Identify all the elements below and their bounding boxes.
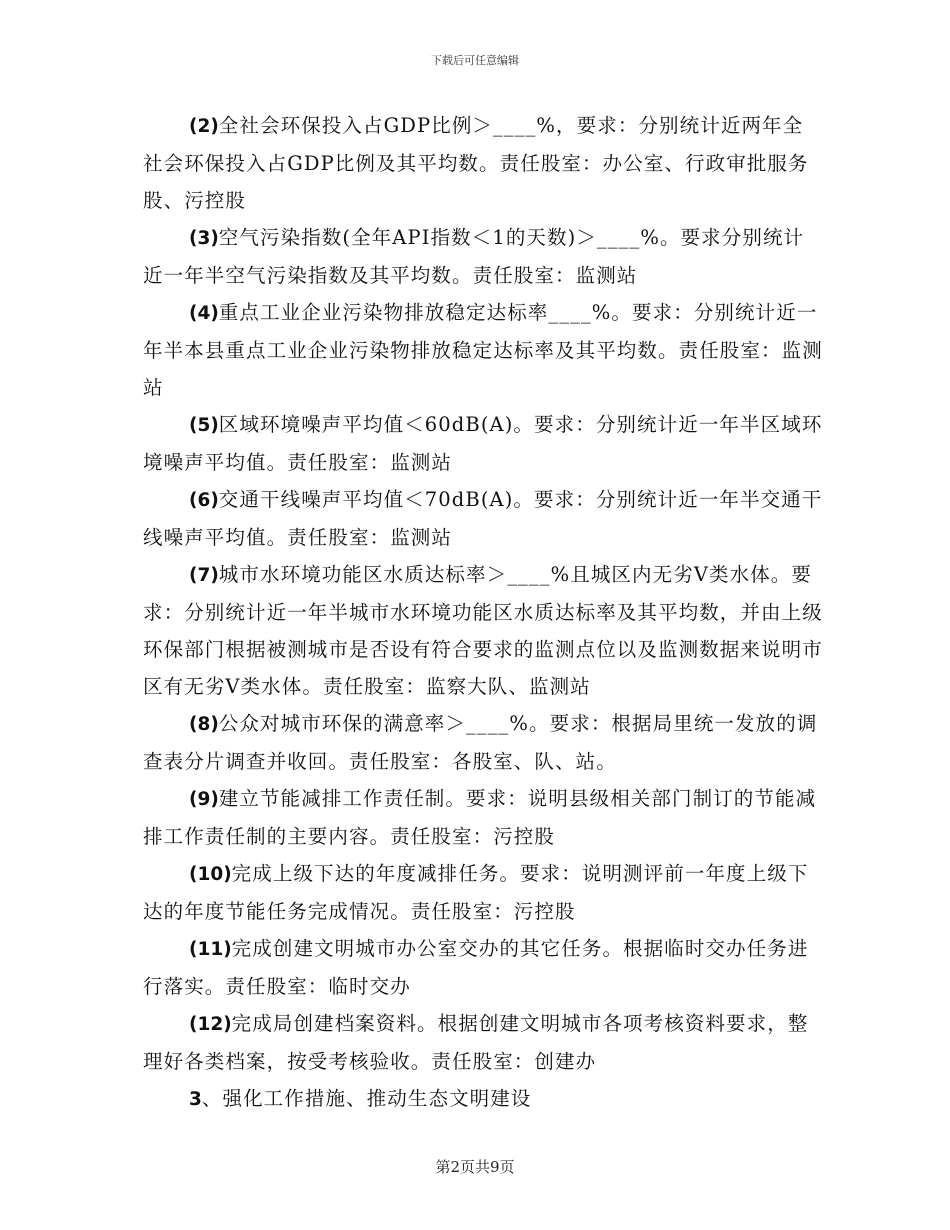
list-item-10 [143,855,823,930]
list-item-12 [143,1005,823,1080]
item-number: (9) [189,789,219,810]
list-item-2 [143,107,823,219]
item-text: 公众对城市环保的满意率＞____%。要求：根据局里统一发放的调查表分片调查并收回。责任股室：各股室、队、站。 [143,712,818,773]
item-text: 建立节能减排工作责任制。要求：说明县级相关部门制订的节能减排工作责任制的主要内容。责任股室：污控股 [143,787,817,848]
item-text: 重点工业企业污染物排放稳定达标率____%。要求：分别统计近一年半本县重点工业企业污染物排放稳定达标率及其平均数。责任股室：监测站 [143,301,823,399]
item-text: 完成上级下达的年度减排任务。要求：说明测评前一年度上级下达的年度节能任务完成情况。责任股室：污控股 [143,862,809,923]
item-number: (8) [189,714,219,735]
section-heading [143,1080,823,1118]
item-number: (10) [189,864,232,885]
list-item-8 [143,705,823,780]
item-number: (7) [189,565,219,586]
item-text: 完成创建文明城市办公室交办的其它任务。根据临时交办任务进行落实。责任股室：临时交办 [143,937,809,998]
item-text: 城市水环境功能区水质达标率＞____%且城区内无劣Ⅴ类水体。要求：分别统计近一年半城市水环境功能区水质达标率及其平均数，并由上级环保部门根据被测城市是否设有符合要求的监测点位以及监测数据来说明市区有无劣Ⅴ类水体。责任股室：监察大队、监测站 [143,563,823,698]
item-text: 全社会环保投入占GDP比例＞____%，要求：分别统计近两年全社会环保投入占GDP比例及其平均数。责任股室：办公室、行政审批服务股、污控股 [143,114,809,212]
section-number: 3 [189,1089,202,1110]
list-item-7 [143,556,823,705]
list-item-5 [143,406,823,481]
item-number: (4) [189,303,219,324]
item-number: (6) [189,490,219,511]
page-number: 第2页共9页 [435,1158,515,1176]
item-number: (5) [189,415,219,436]
item-text: 区域环境噪声平均值＜60dB(A)。要求：分别统计近一年半区域环境噪声平均值。责任股室：监测站 [143,413,823,474]
item-number: (2) [189,116,219,137]
list-item-6 [143,481,823,556]
item-number: (3) [189,228,219,249]
item-text: 交通干线噪声平均值＜70dB(A)。要求：分别统计近一年半交通干线噪声平均值。责任股室：监测站 [143,488,823,549]
item-number: (12) [189,1014,232,1035]
item-text: 空气污染指数(全年API指数＜1的天数)＞____%。要求分别统计近一年半空气污染指数及其平均数。责任股室：监测站 [143,226,805,287]
item-text: 完成局创建档案资料。根据创建文明城市各项考核资料要求，整理好各类档案，按受考核验收。责任股室：创建办 [143,1012,809,1073]
list-item-11 [143,930,823,1005]
item-number: (11) [189,939,232,960]
document-body [143,107,823,1118]
page-header: 下载后可任意编辑 [431,54,519,67]
list-item-3 [143,219,823,294]
section-title: 、强化工作措施、推动生态文明建设 [201,1087,532,1110]
list-item-4 [143,294,823,406]
list-item-9 [143,780,823,855]
